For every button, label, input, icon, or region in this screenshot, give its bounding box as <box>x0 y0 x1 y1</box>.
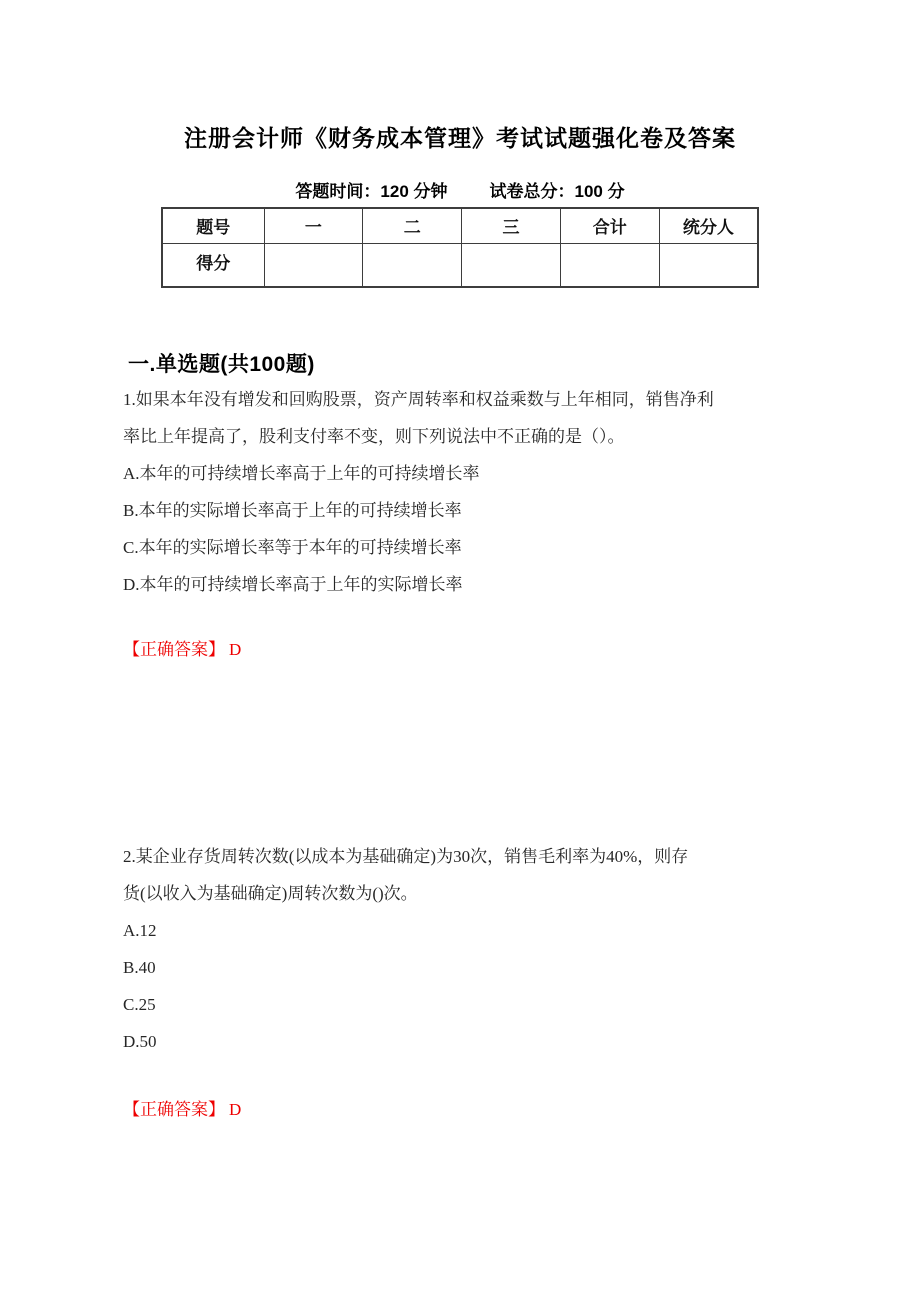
section-heading-single-choice: 一.单选题(共100题) <box>128 353 315 376</box>
question-2-option-d: D.50 <box>123 1032 157 1051</box>
exam-total-score-label: 试卷总分：100 分 <box>489 182 625 201</box>
question-1-option-b: B.本年的实际增长率高于上年的可持续增长率 <box>123 501 462 520</box>
score-cell-3 <box>462 243 561 287</box>
score-cell-1 <box>264 243 363 287</box>
answer-1-label: 【正确答案】 <box>123 640 225 659</box>
answer-1-letter: D <box>229 640 242 659</box>
score-table-score-row <box>162 243 758 287</box>
score-row-label: 得分 <box>162 243 264 287</box>
score-cell-4 <box>560 243 659 287</box>
exam-meta-line <box>0 177 920 202</box>
score-cell-2 <box>363 243 462 287</box>
score-table-header-cell-3: 三 <box>462 208 561 243</box>
question-1-option-c: C.本年的实际增长率等于本年的可持续增长率 <box>123 538 462 557</box>
question-2-option-c: C.25 <box>123 995 156 1014</box>
question-1-text-line-1: 1.如果本年没有增发和回购股票，资产周转率和权益乘数与上年相同，销售净利 <box>123 390 714 409</box>
question-2-text-line-2: 货(以收入为基础确定)周转次数为()次。 <box>123 884 418 903</box>
score-table-header-cell-2: 二 <box>363 208 462 243</box>
score-table-header-cell-label: 题号 <box>162 208 264 243</box>
question-2 <box>123 838 803 1060</box>
score-table-header-cell-1: 一 <box>264 208 363 243</box>
question-2-option-b: B.40 <box>123 958 156 977</box>
score-table-header-row <box>162 208 758 243</box>
question-1 <box>123 381 803 603</box>
score-table-header-cell-scorer: 统分人 <box>659 208 758 243</box>
question-1-option-a: A.本年的可持续增长率高于上年的可持续增长率 <box>123 464 480 483</box>
question-2-correct-answer <box>123 1099 241 1121</box>
question-2-option-a: A.12 <box>123 921 157 940</box>
answer-2-letter: D <box>229 1100 242 1119</box>
question-1-option-d: D.本年的可持续增长率高于上年的实际增长率 <box>123 575 463 594</box>
question-1-correct-answer <box>123 639 241 661</box>
question-1-text-line-2: 率比上年提高了，股利支付率不变，则下列说法中不正确的是（）。 <box>123 427 625 446</box>
answer-2-label: 【正确答案】 <box>123 1100 225 1119</box>
page-title: 注册会计师《财务成本管理》考试试题强化卷及答案 <box>184 125 736 151</box>
score-cell-5 <box>659 243 758 287</box>
score-table <box>161 207 759 288</box>
question-2-text-line-1: 2.某企业存货周转次数(以成本为基础确定)为30次，销售毛利率为40%，则存 <box>123 847 689 866</box>
score-table-header-cell-total: 合计 <box>560 208 659 243</box>
exam-duration-label: 答题时间：120 分钟 <box>295 182 448 201</box>
